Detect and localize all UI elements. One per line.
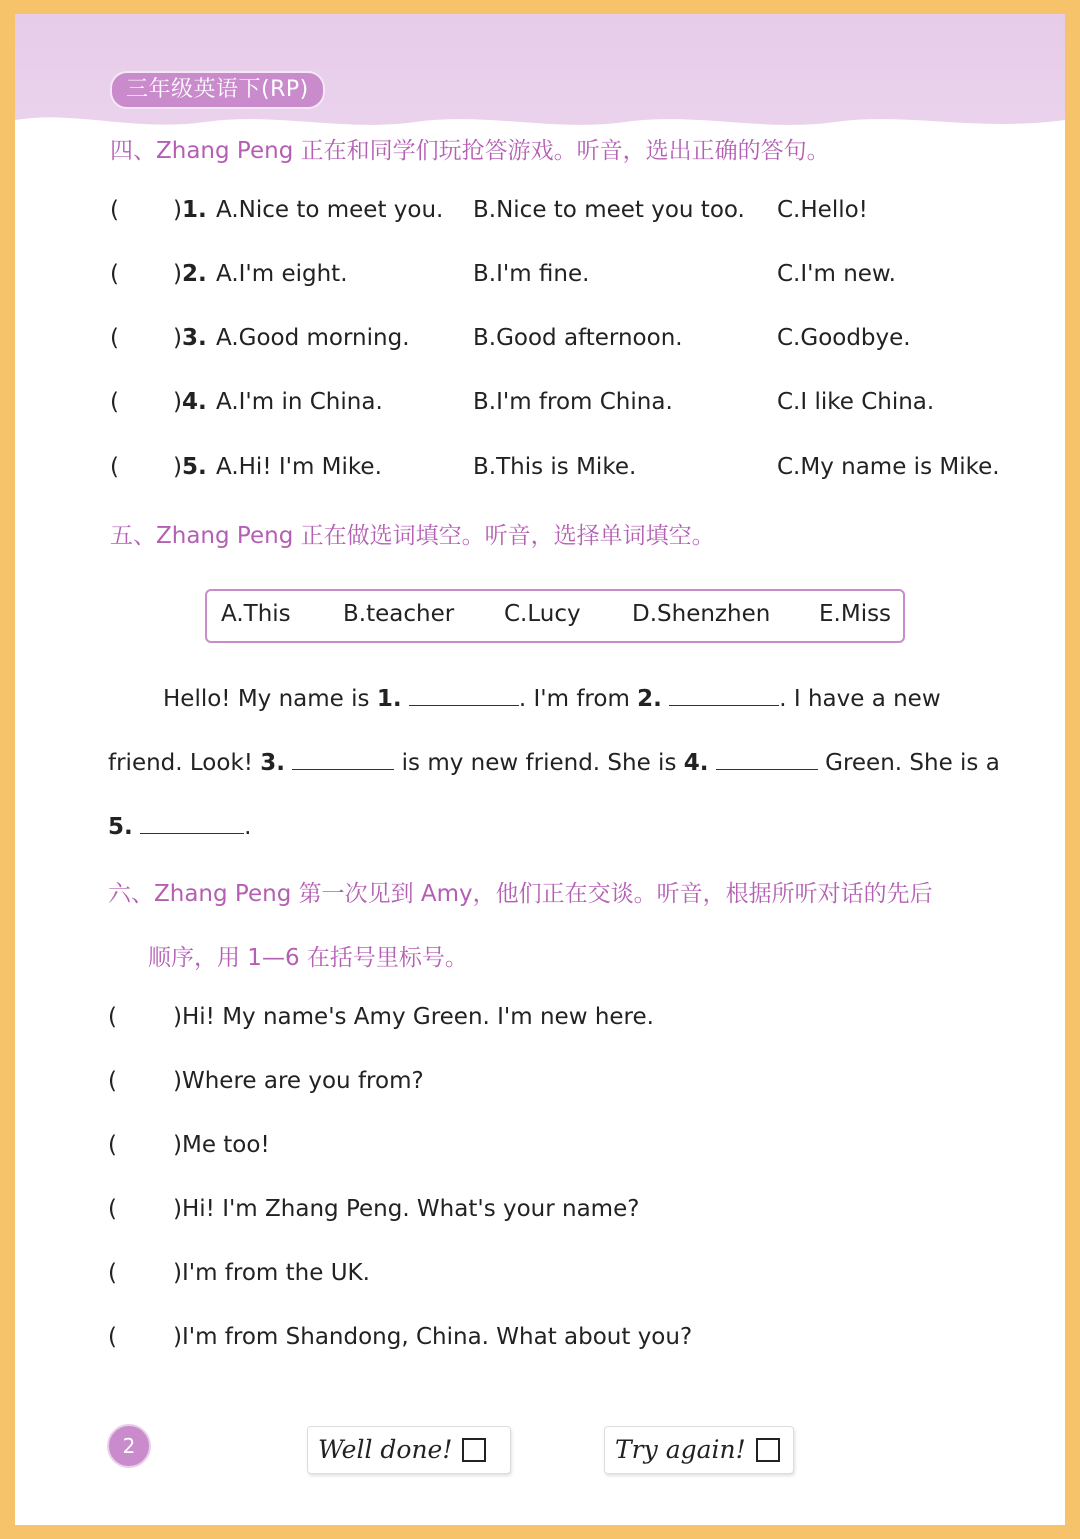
- dialogue-line: I'm from the UK.: [181, 1260, 370, 1286]
- option-c: C.Hello!: [777, 197, 868, 223]
- passage-line-2: friend. Look! 3. is my new friend. She is 4. Green. She is a: [108, 747, 1000, 776]
- order-bracket[interactable]: (: [108, 1132, 117, 1158]
- question-row-2: ( )2. A.I'm eight. B.I'm fine. C.I'm new.: [110, 261, 896, 287]
- word-option: E.Miss: [819, 601, 892, 627]
- option-c: C.Goodbye.: [777, 325, 911, 351]
- well-done-checkbox[interactable]: [462, 1438, 486, 1462]
- question-row-3: ( )3. A.Good morning. B.Good afternoon. C.Goodbye.: [110, 325, 911, 351]
- order-bracket[interactable]: (: [108, 1260, 117, 1286]
- answer-bracket[interactable]: (: [110, 454, 119, 480]
- option-b: B.Good afternoon.: [473, 325, 683, 351]
- dialogue-row-3: ( )Me too!: [108, 1132, 270, 1158]
- order-bracket[interactable]: (: [108, 1324, 117, 1350]
- try-again-label: Try again!: [615, 1435, 746, 1464]
- option-c: C.I like China.: [777, 389, 935, 415]
- passage-line-3: 5. .: [108, 811, 251, 840]
- answer-bracket[interactable]: (: [110, 261, 119, 287]
- dialogue-line: Me too!: [181, 1132, 270, 1158]
- option-a: A.I'm in China.: [216, 389, 383, 415]
- word-option: C.Lucy: [504, 601, 581, 627]
- question-number: 5.: [181, 454, 207, 480]
- option-a: A.I'm eight.: [216, 261, 348, 287]
- dialogue-row-4: ( )Hi! I'm Zhang Peng. What's your name?: [108, 1196, 640, 1222]
- question-row-5: ( )5. A.Hi! I'm Mike. B.This is Mike. C.My name is Mike.: [110, 454, 1000, 480]
- option-a: A.Good morning.: [216, 325, 410, 351]
- question-number: 4.: [181, 389, 207, 415]
- answer-bracket[interactable]: (: [110, 389, 119, 415]
- try-again-checkbox[interactable]: [756, 1438, 780, 1462]
- worksheet-page: [15, 14, 1065, 1525]
- dialogue-line: Hi! My name's Amy Green. I'm new here.: [181, 1004, 654, 1030]
- grade-badge: 三年级英语下(RP): [110, 71, 325, 109]
- dialogue-line: Where are you from?: [181, 1068, 424, 1094]
- order-bracket[interactable]: (: [108, 1004, 117, 1030]
- passage-line-1: Hello! My name is 1. . I'm from 2. . I have a new: [163, 683, 941, 712]
- dialogue-row-6: ( )I'm from Shandong, China. What about you?: [108, 1324, 693, 1350]
- question-number: 3.: [181, 325, 207, 351]
- dialogue-line: Hi! I'm Zhang Peng. What's your name?: [181, 1196, 640, 1222]
- section-6-title-cont: 顺序，用 1—6 在括号里标号。: [148, 945, 468, 971]
- option-a: A.Hi! I'm Mike.: [216, 454, 382, 480]
- question-row-1: ( )1. A.Nice to meet you. B.Nice to meet you too. C.Hello!: [110, 197, 868, 223]
- try-again-box: [604, 1426, 794, 1474]
- word-bank: [205, 589, 905, 643]
- word-option: B.teacher: [343, 601, 455, 627]
- well-done-label: Well done!: [318, 1435, 453, 1464]
- option-c: C.I'm new.: [777, 261, 896, 287]
- option-c: C.My name is Mike.: [777, 454, 1000, 480]
- page-number: 2: [107, 1424, 151, 1468]
- option-b: B.I'm from China.: [473, 389, 673, 415]
- question-number: 1.: [181, 197, 207, 223]
- section-6-title: 六、Zhang Peng 第一次见到 Amy，他们正在交谈。听音，根据所听对话的先后: [108, 881, 933, 907]
- dialogue-row-1: ( )Hi! My name's Amy Green. I'm new here.: [108, 1004, 654, 1030]
- question-number: 2.: [181, 261, 207, 287]
- blank-3[interactable]: [292, 747, 394, 770]
- word-option: A.This: [221, 601, 291, 627]
- dialogue-line: I'm from Shandong, China. What about you?: [181, 1324, 693, 1350]
- well-done-box: [307, 1426, 511, 1474]
- section-4-title: 四、Zhang Peng 正在和同学们玩抢答游戏。听音，选出正确的答句。: [110, 138, 830, 164]
- answer-bracket[interactable]: (: [110, 197, 119, 223]
- section-5-title: 五、Zhang Peng 正在做选词填空。听音，选择单词填空。: [110, 523, 715, 549]
- blank-2[interactable]: [669, 683, 779, 706]
- dialogue-row-2: ( )Where are you from?: [108, 1068, 424, 1094]
- option-b: B.This is Mike.: [473, 454, 637, 480]
- question-row-4: ( )4. A.I'm in China. B.I'm from China. C.I like China.: [110, 389, 935, 415]
- dialogue-row-5: ( )I'm from the UK.: [108, 1260, 370, 1286]
- option-a: A.Nice to meet you.: [216, 197, 444, 223]
- order-bracket[interactable]: (: [108, 1196, 117, 1222]
- option-b: B.I'm fine.: [473, 261, 590, 287]
- answer-bracket[interactable]: (: [110, 325, 119, 351]
- option-b: B.Nice to meet you too.: [473, 197, 745, 223]
- word-option: D.Shenzhen: [632, 601, 771, 627]
- blank-4[interactable]: [716, 747, 818, 770]
- blank-1[interactable]: [409, 683, 519, 706]
- blank-5[interactable]: [140, 811, 244, 834]
- order-bracket[interactable]: (: [108, 1068, 117, 1094]
